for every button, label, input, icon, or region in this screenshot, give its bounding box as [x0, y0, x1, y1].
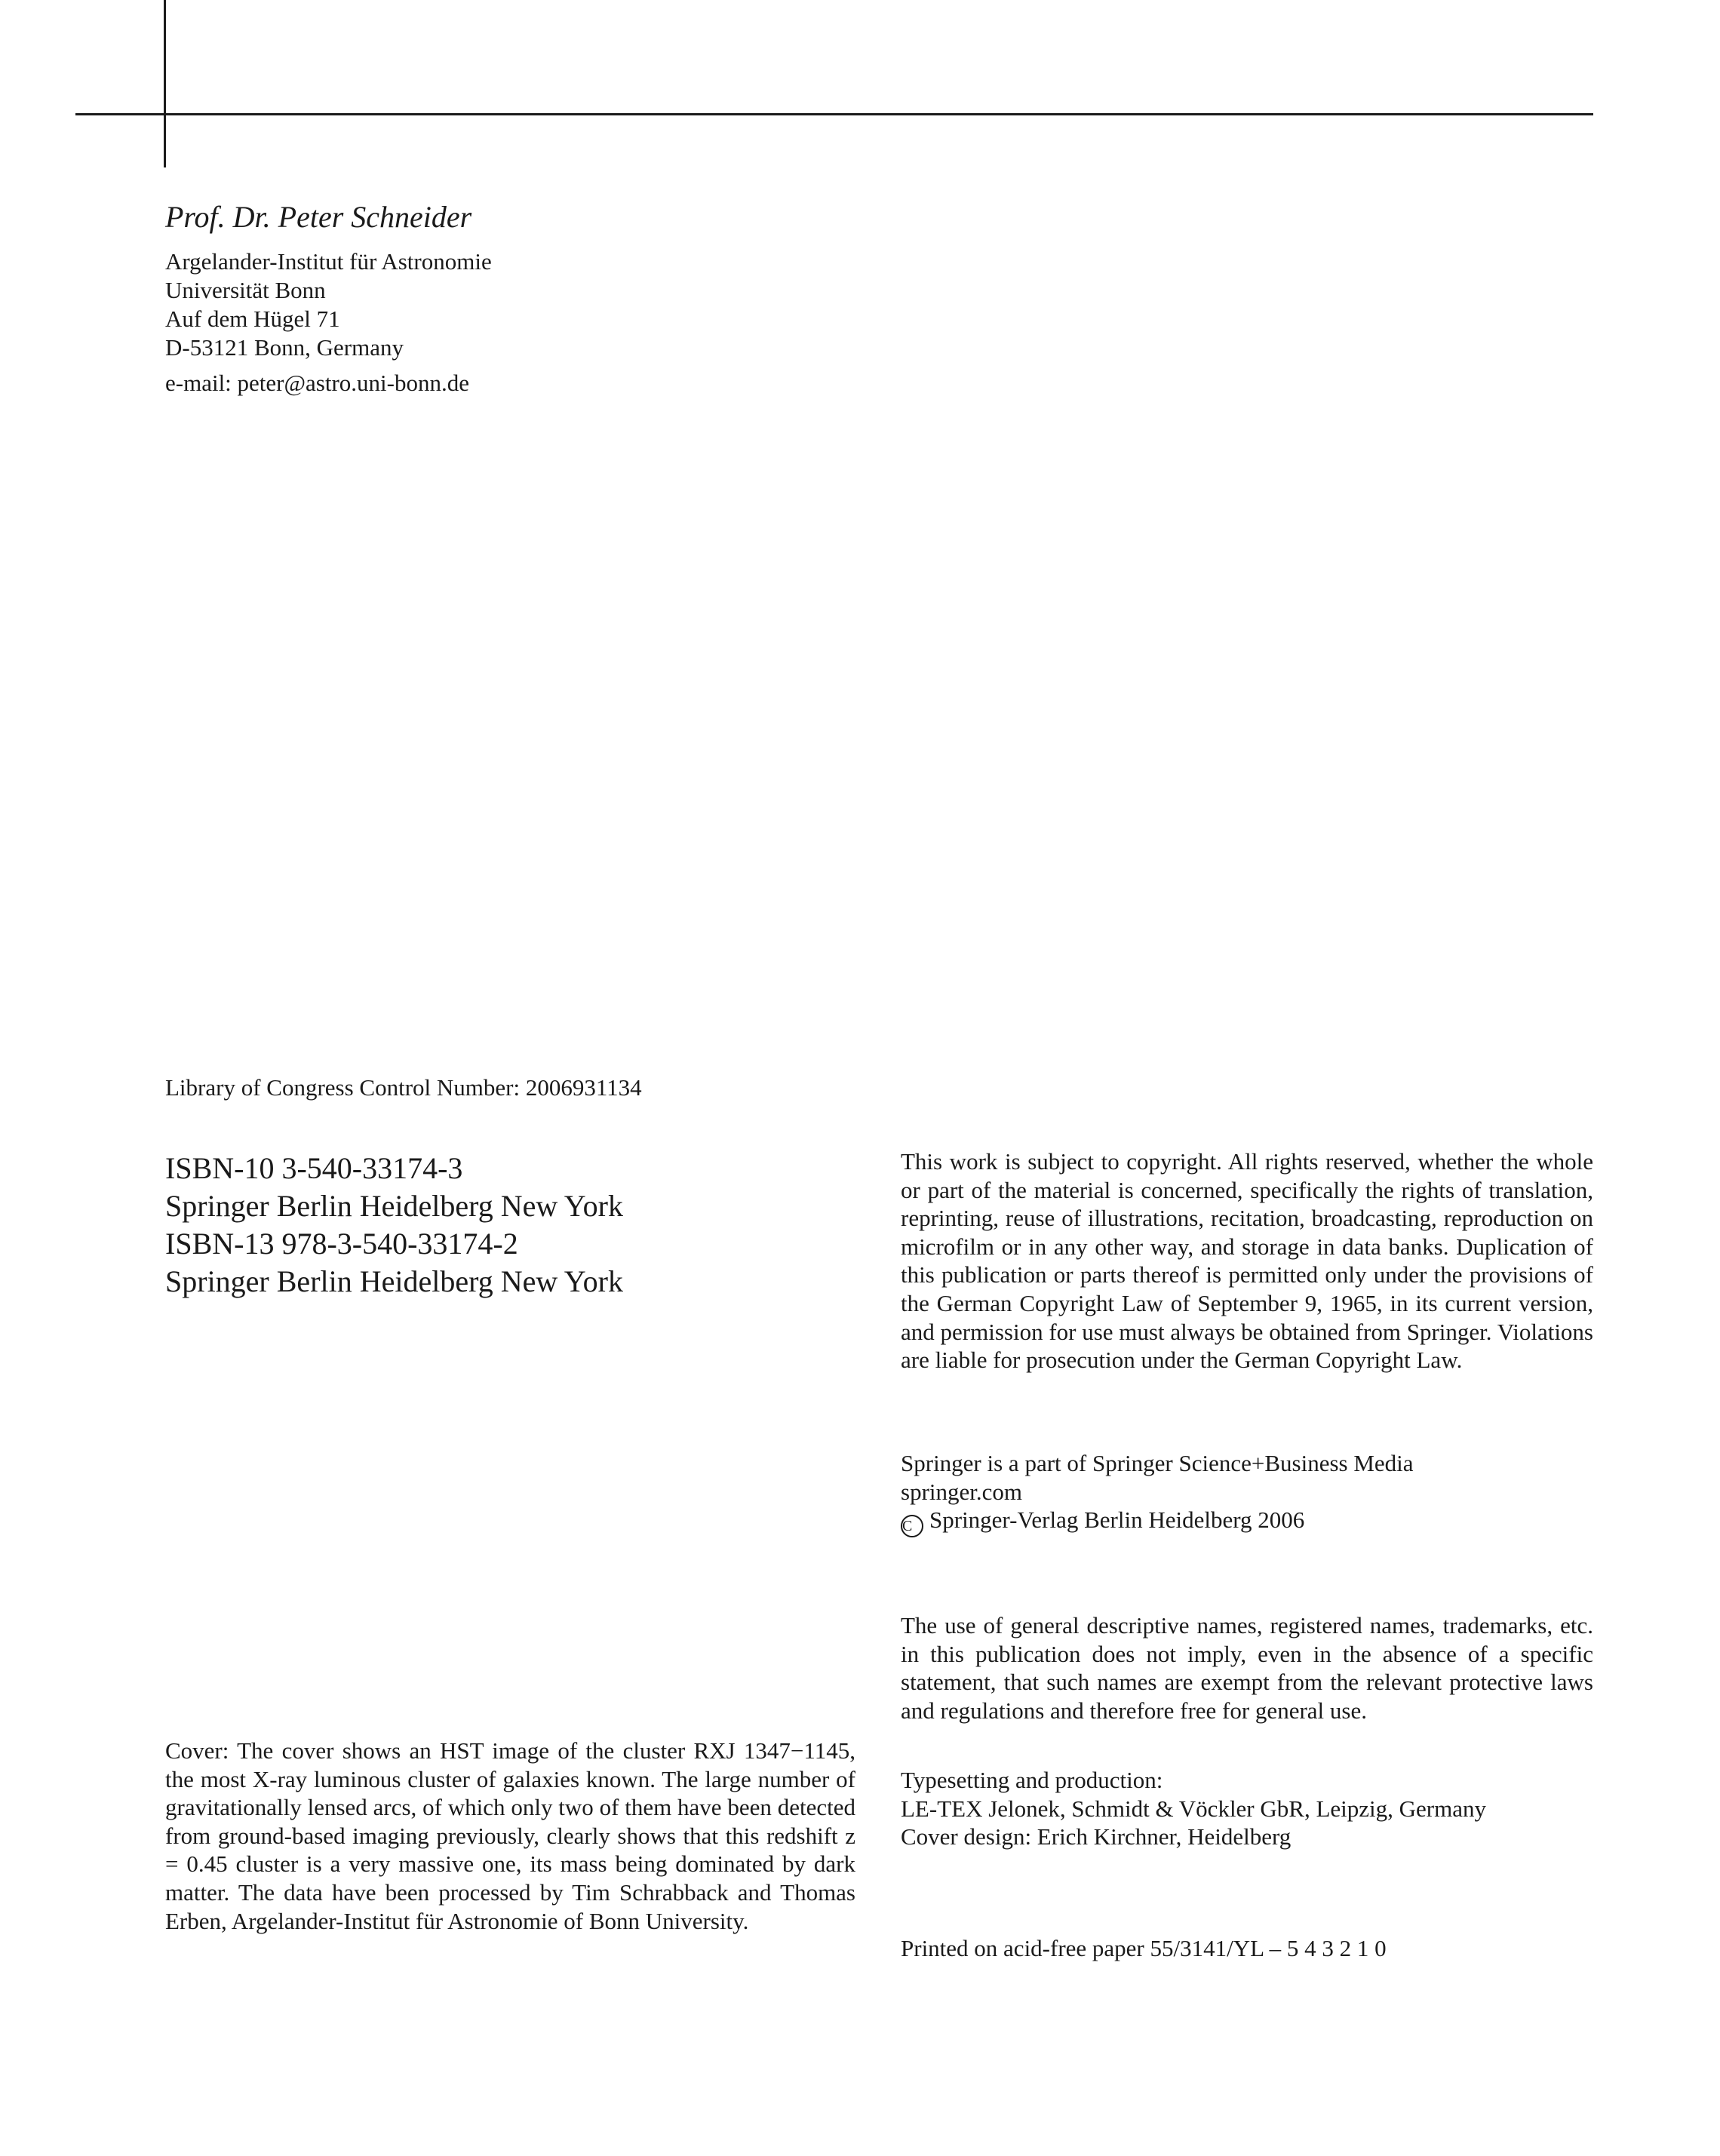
publisher-copyright [901, 1506, 1414, 1534]
printing-note: Printed on acid-free paper 55/3141/YL – 5 4 3 2 1 0 [901, 1935, 1387, 1961]
crop-mark-horizontal [75, 113, 1593, 115]
author-name: Prof. Dr. Peter Schneider [165, 200, 472, 234]
typesetting-company: LE-TEX Jelonek, Schmidt & Vöckler GbR, Leipzig, Germany [901, 1795, 1486, 1822]
address-line-institute: Argelander-Institut für Astronomie [165, 248, 492, 275]
copyright-notice: This work is subject to copyright. All rights reserved, whether the whole or part of the material is concerned, specifically the rights of translation, reprinting, reuse of illustrations, recitation, broadcasting, reproduction on microfilm or in any other way, and storage in data banks. Duplication of this publication or parts thereof is permitted only under the provisions of the German Copyright Law of September 9, 1965, in its current version, and permission for use must always be obtained from Springer. Violations are liable for prosecution under the German Copyright Law. [901, 1148, 1593, 1374]
address-line-city: D-53121 Bonn, Germany [165, 334, 404, 361]
crop-mark-vertical [164, 0, 166, 167]
isbn-block [165, 1150, 623, 1301]
isbn-13: ISBN-13 978-3-540-33174-2 [165, 1227, 518, 1261]
trademark-notice: The use of general descriptive names, registered names, trademarks, etc. in this publication does not imply, even in the absence of a specific statement, that such names are exempt from the relevant protective laws and regulations and therefore free for general use. [901, 1612, 1593, 1724]
publisher-website: springer.com [901, 1478, 1022, 1505]
library-of-congress-number: Library of Congress Control Number: 2006931134 [165, 1074, 642, 1101]
publisher-info [901, 1449, 1414, 1534]
production-info [901, 1766, 1486, 1851]
address-line-university: Universität Bonn [165, 277, 326, 303]
copyright-icon: C [901, 1515, 923, 1537]
typesetting-label: Typesetting and production: [901, 1767, 1163, 1793]
isbn-10-publisher: Springer Berlin Heidelberg New York [165, 1189, 623, 1223]
author-email: e-mail: peter@astro.uni-bonn.de [165, 370, 469, 396]
cover-design-credit: Cover design: Erich Kirchner, Heidelberg [901, 1823, 1292, 1850]
address-line-street: Auf dem Hügel 71 [165, 306, 340, 332]
publisher-line: Springer is a part of Springer Science+Business Media [901, 1450, 1414, 1476]
cover-note: Cover: The cover shows an HST image of the cluster RXJ 1347−1145, the most X-ray luminous cluster of galaxies known. The large number of gravitationally lensed arcs, of which only two of them have been detected from ground-based imaging previously, clearly shows that this redshift z = 0.45 cluster is a very massive one, its mass being dominated by dark matter. The data have been processed by Tim Schrabback and Thomas Erben, Argelander-Institut für Astronomie of Bonn University. [165, 1737, 855, 1934]
publisher-copyright-text: Springer-Verlag Berlin Heidelberg 2006 [929, 1506, 1305, 1534]
isbn-10: ISBN-10 3-540-33174-3 [165, 1151, 463, 1185]
author-address [165, 247, 492, 362]
isbn-13-publisher: Springer Berlin Heidelberg New York [165, 1264, 623, 1298]
